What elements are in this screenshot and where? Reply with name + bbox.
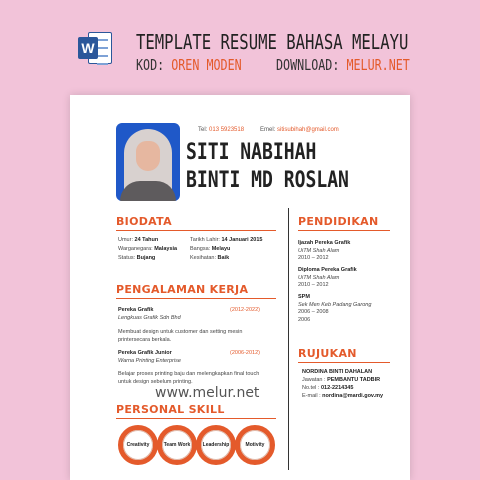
- resume-paper: [70, 95, 410, 480]
- skill-label: Leadership: [202, 442, 230, 448]
- skill-circle: [196, 425, 236, 465]
- skills-underline: [116, 418, 276, 419]
- biodata-row: Warganegara: Malaysia: [118, 246, 178, 252]
- skill-circle: [235, 425, 275, 465]
- biodata-row: Status: Bujang: [118, 255, 156, 261]
- skill-circle: [118, 425, 158, 465]
- kod-line: [136, 56, 242, 74]
- email-label: Emel:: [260, 127, 276, 133]
- biodata-row: Umur: 24 Tahun: [118, 237, 159, 243]
- job-description: Membuat design untuk customer dan setting mesin printersecara berkala.: [118, 329, 243, 343]
- skill-circle: [157, 425, 197, 465]
- phone-contact: [198, 127, 244, 133]
- reference-row: No.tel : 012-2214345: [302, 385, 354, 391]
- job-company: Lengkuas Grafik Sdn Bhd: [118, 315, 181, 321]
- job-title: Pereka Grafik: [118, 307, 154, 313]
- download-link[interactable]: MELUR.NET: [346, 56, 410, 74]
- biodata-row: Kesihatan: Baik: [190, 255, 230, 261]
- tel-value: 013 5923518: [209, 127, 245, 133]
- download-line: [276, 56, 410, 74]
- kod-value: OREN MODEN: [171, 56, 242, 74]
- job-company: Warna Printing Enterprise: [118, 358, 181, 364]
- biodata-row: Tarikh Lahir: 14 Januari 2015: [190, 237, 263, 243]
- education-item: Ijazah Pereka Grafik UiTM Shah Alam 2010 – 2012: [298, 240, 351, 261]
- email-value: sitisubihah@gmail.com: [277, 127, 339, 133]
- profile-photo: [116, 123, 180, 201]
- skill-label: Creativity: [126, 442, 150, 448]
- reference-underline: [298, 362, 390, 363]
- candidate-name: SITI NABIHAH BINTI MD ROSLAN: [186, 140, 349, 193]
- kod-label: KOD:: [136, 56, 165, 74]
- column-divider: [288, 208, 289, 470]
- word-badge: W: [78, 37, 98, 59]
- biodata-row: Bangsa: Melayu: [190, 246, 231, 252]
- skill-label: Motivity: [245, 442, 265, 448]
- education-item: Diploma Pereka Grafik UiTM Shah Alam 2010 – 2012: [298, 267, 357, 288]
- tel-label: Tel:: [198, 127, 208, 133]
- reference-row: E-mail : nordina@mardi.gov.my: [302, 393, 384, 399]
- education-underline: [298, 230, 390, 231]
- watermark: www.melur.net: [155, 385, 260, 401]
- reference-heading: RUJUKAN: [298, 347, 357, 360]
- word-icon: [78, 30, 114, 66]
- biodata-heading: BIODATA: [116, 215, 172, 228]
- reference-row: Jawatan : PEMBANTU TADBIR: [302, 377, 381, 383]
- education-item: SPM Sek Men Keb Padang Garong 2006 – 2008 2006: [298, 294, 372, 323]
- download-label: DOWNLOAD:: [276, 56, 340, 74]
- job-years: (2006-2012): [230, 350, 260, 356]
- page-title: TEMPLATE RESUME BAHASA MELAYU: [136, 30, 409, 54]
- education-heading: PENDIDIKAN: [298, 215, 379, 228]
- email-contact: [260, 127, 339, 133]
- job-description: Belajar proses printing baju dan melengkapkan final touch untuk design sebelum printing.: [118, 371, 260, 385]
- job-title: Pereka Grafik Junior: [118, 350, 172, 356]
- experience-underline: [116, 298, 276, 299]
- experience-heading: PENGALAMAN KERJA: [116, 283, 249, 296]
- biodata-underline: [116, 230, 276, 231]
- job-years: (2012-2022): [230, 307, 260, 313]
- skill-label: Team Work: [163, 442, 191, 448]
- skills-heading: PERSONAL SKILL: [116, 403, 225, 416]
- reference-row: NORDINA BINTI DAHALAN: [302, 369, 373, 375]
